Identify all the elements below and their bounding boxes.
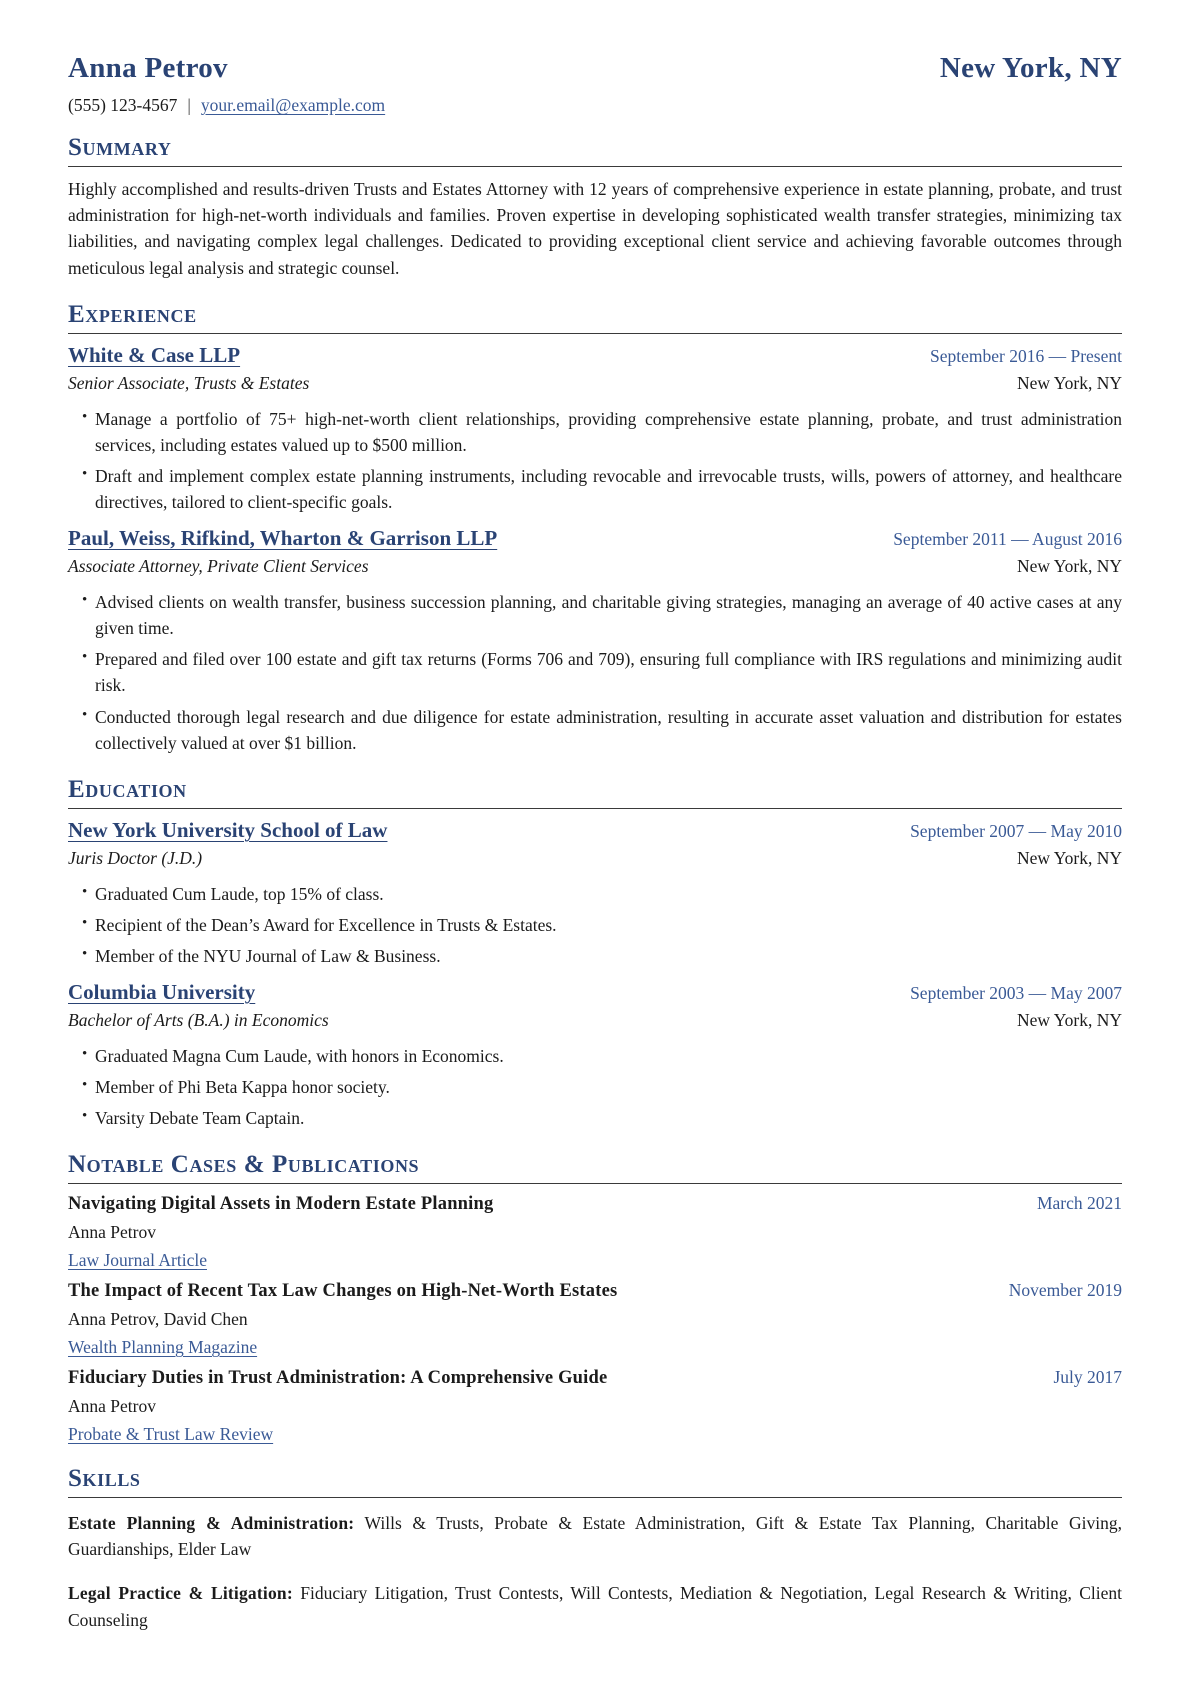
experience-section-title: Experience (68, 301, 1122, 334)
section-education (68, 776, 1122, 1131)
header-top-row (68, 52, 1122, 85)
publication-item (68, 1193, 1122, 1271)
publication-venue-link[interactable]: Law Journal Article (68, 1250, 207, 1270)
school-bullet-list (68, 881, 1122, 970)
skill-group-label: Legal Practice & Litigation: (68, 1583, 293, 1604)
skills-section-title: Skills (68, 1465, 1122, 1498)
skill-group (68, 1510, 1122, 1563)
job-role: Senior Associate, Trusts & Estates (68, 372, 310, 393)
job-dates: September 2011 — August 2016 (893, 528, 1122, 549)
experience-entry (68, 343, 1122, 516)
summary-text: Highly accomplished and results-driven Trusts and Estates Attorney with 12 years of comprehensive experience in estate planning, probate, and trust administration for high-net-worth individuals and families. Proven expertise in developing sophisticated wealth transfer strategies, minimizing tax liabilities, and navigating complex legal challenges. Dedicated to providing exceptional client service and achieving favorable outcomes through meticulous legal analysis and strategic counsel. (68, 178, 1122, 278)
publication-authors: Anna Petrov (68, 1222, 156, 1242)
publication-venue-row (68, 1250, 1122, 1271)
job-bullet: • Prepared and filed over 100 estate and gift tax returns (Forms 706 and 709), ensuring full compliance with IRS regulations and minimizing audit risk. (82, 646, 1122, 699)
contact-separator: | (187, 95, 191, 115)
publication-head (68, 1367, 1122, 1389)
skill-group (68, 1580, 1122, 1633)
skill-group-items: Wills & Trusts, Probate & Estate Administration, Gift & Estate Tax Planning, Charitable Giving, Guardianships, Elder Law (68, 1512, 1122, 1559)
school-bullet: • Graduated Cum Laude, top 15% of class. (82, 881, 1122, 907)
job-bullet-list (68, 406, 1122, 516)
publication-venue-link[interactable]: Wealth Planning Magazine (68, 1337, 258, 1357)
publication-authors: Anna Petrov, David Chen (68, 1309, 248, 1329)
email-link[interactable]: your.email@example.com (200, 95, 386, 115)
person-name: Anna Petrov (68, 52, 228, 84)
job-dates: September 2016 — Present (930, 345, 1122, 366)
contact-row (68, 95, 1122, 116)
job-bullet: • Draft and implement complex estate planning instruments, including revocable and irrevocable trusts, wills, powers of attorney, and healthcare directives, tailored to client-specific goals. (82, 463, 1122, 516)
experience-entry-head (68, 526, 1122, 551)
education-role-row (68, 1010, 1122, 1031)
section-summary (68, 134, 1122, 281)
job-bullet: • Manage a portfolio of 75+ high-net-worth client relationships, providing comprehensive estate planning, probate, and trust administration services, including estates valued up to $500 million. (82, 406, 1122, 459)
experience-role-row (68, 556, 1122, 577)
section-publications (68, 1151, 1122, 1445)
school-link[interactable]: New York University School of Law (68, 817, 388, 842)
experience-entry (68, 526, 1122, 757)
publication-venue-row (68, 1424, 1122, 1445)
company-link[interactable]: White & Case LLP (68, 342, 241, 367)
experience-entry-head (68, 343, 1122, 368)
skill-group-label: Estate Planning & Administration: (68, 1512, 355, 1533)
school-location: New York, NY (1016, 847, 1122, 868)
summary-section-title: Summary (68, 134, 1122, 167)
skill-group-items: Fiduciary Litigation, Trust Contests, Will Contests, Mediation & Negotiation, Legal Research & Writing, Client Counseling (68, 1583, 1123, 1630)
education-entry-head (68, 818, 1122, 843)
school-bullet-list (68, 1043, 1122, 1132)
header-location: New York, NY (939, 52, 1122, 84)
degree: Bachelor of Arts (B.A.) in Economics (68, 1009, 329, 1030)
phone-number: (555) 123-4567 (68, 95, 178, 115)
publication-item (68, 1367, 1122, 1445)
education-entry (68, 980, 1122, 1132)
school-bullet: • Recipient of the Dean’s Award for Excellence in Trusts & Estates. (82, 912, 1122, 938)
job-location: New York, NY (1016, 555, 1122, 576)
section-experience (68, 301, 1122, 756)
publication-date: November 2019 (1008, 1280, 1122, 1300)
resume-header (68, 52, 1122, 116)
school-dates: September 2007 — May 2010 (910, 820, 1122, 841)
education-section-title: Education (68, 776, 1122, 809)
job-role: Associate Attorney, Private Client Services (68, 555, 369, 576)
publication-head (68, 1280, 1122, 1302)
job-bullet: • Conducted thorough legal research and due diligence for estate administration, resulting in accurate asset valuation and distribution for estates collectively valued at over $1 billion. (82, 704, 1122, 757)
school-link[interactable]: Columbia University (68, 979, 256, 1004)
publication-venue-link[interactable]: Probate & Trust Law Review (68, 1424, 274, 1444)
publication-title: Fiduciary Duties in Trust Administration: A Comprehensive Guide (68, 1368, 608, 1388)
publication-date: March 2021 (1036, 1193, 1122, 1213)
school-bullet: • Member of the NYU Journal of Law & Business. (82, 943, 1122, 969)
school-bullet: • Member of Phi Beta Kappa honor society. (82, 1074, 1122, 1100)
job-location: New York, NY (1016, 372, 1122, 393)
experience-role-row (68, 373, 1122, 394)
publications-section-title: Notable Cases & Publications (68, 1151, 1122, 1184)
education-entry (68, 818, 1122, 970)
degree: Juris Doctor (J.D.) (68, 847, 203, 868)
school-bullet: • Varsity Debate Team Captain. (82, 1105, 1122, 1131)
publication-item (68, 1280, 1122, 1358)
section-skills (68, 1465, 1122, 1633)
publication-title: The Impact of Recent Tax Law Changes on High-Net-Worth Estates (68, 1281, 618, 1301)
school-bullet: • Graduated Magna Cum Laude, with honors in Economics. (82, 1043, 1122, 1069)
job-bullet: • Advised clients on wealth transfer, business succession planning, and charitable giving strategies, managing an average of 40 active cases at any given time. (82, 589, 1122, 642)
education-entry-head (68, 980, 1122, 1005)
publication-date: July 2017 (1053, 1367, 1122, 1387)
job-bullet-list (68, 589, 1122, 757)
publication-venue-row (68, 1337, 1122, 1358)
company-link[interactable]: Paul, Weiss, Rifkind, Wharton & Garrison LLP (68, 525, 498, 550)
school-location: New York, NY (1016, 1009, 1122, 1030)
publication-title: Navigating Digital Assets in Modern Estate Planning (68, 1194, 494, 1214)
publication-authors: Anna Petrov (68, 1396, 156, 1416)
education-role-row (68, 848, 1122, 869)
publication-head (68, 1193, 1122, 1215)
school-dates: September 2003 — May 2007 (910, 982, 1122, 1003)
